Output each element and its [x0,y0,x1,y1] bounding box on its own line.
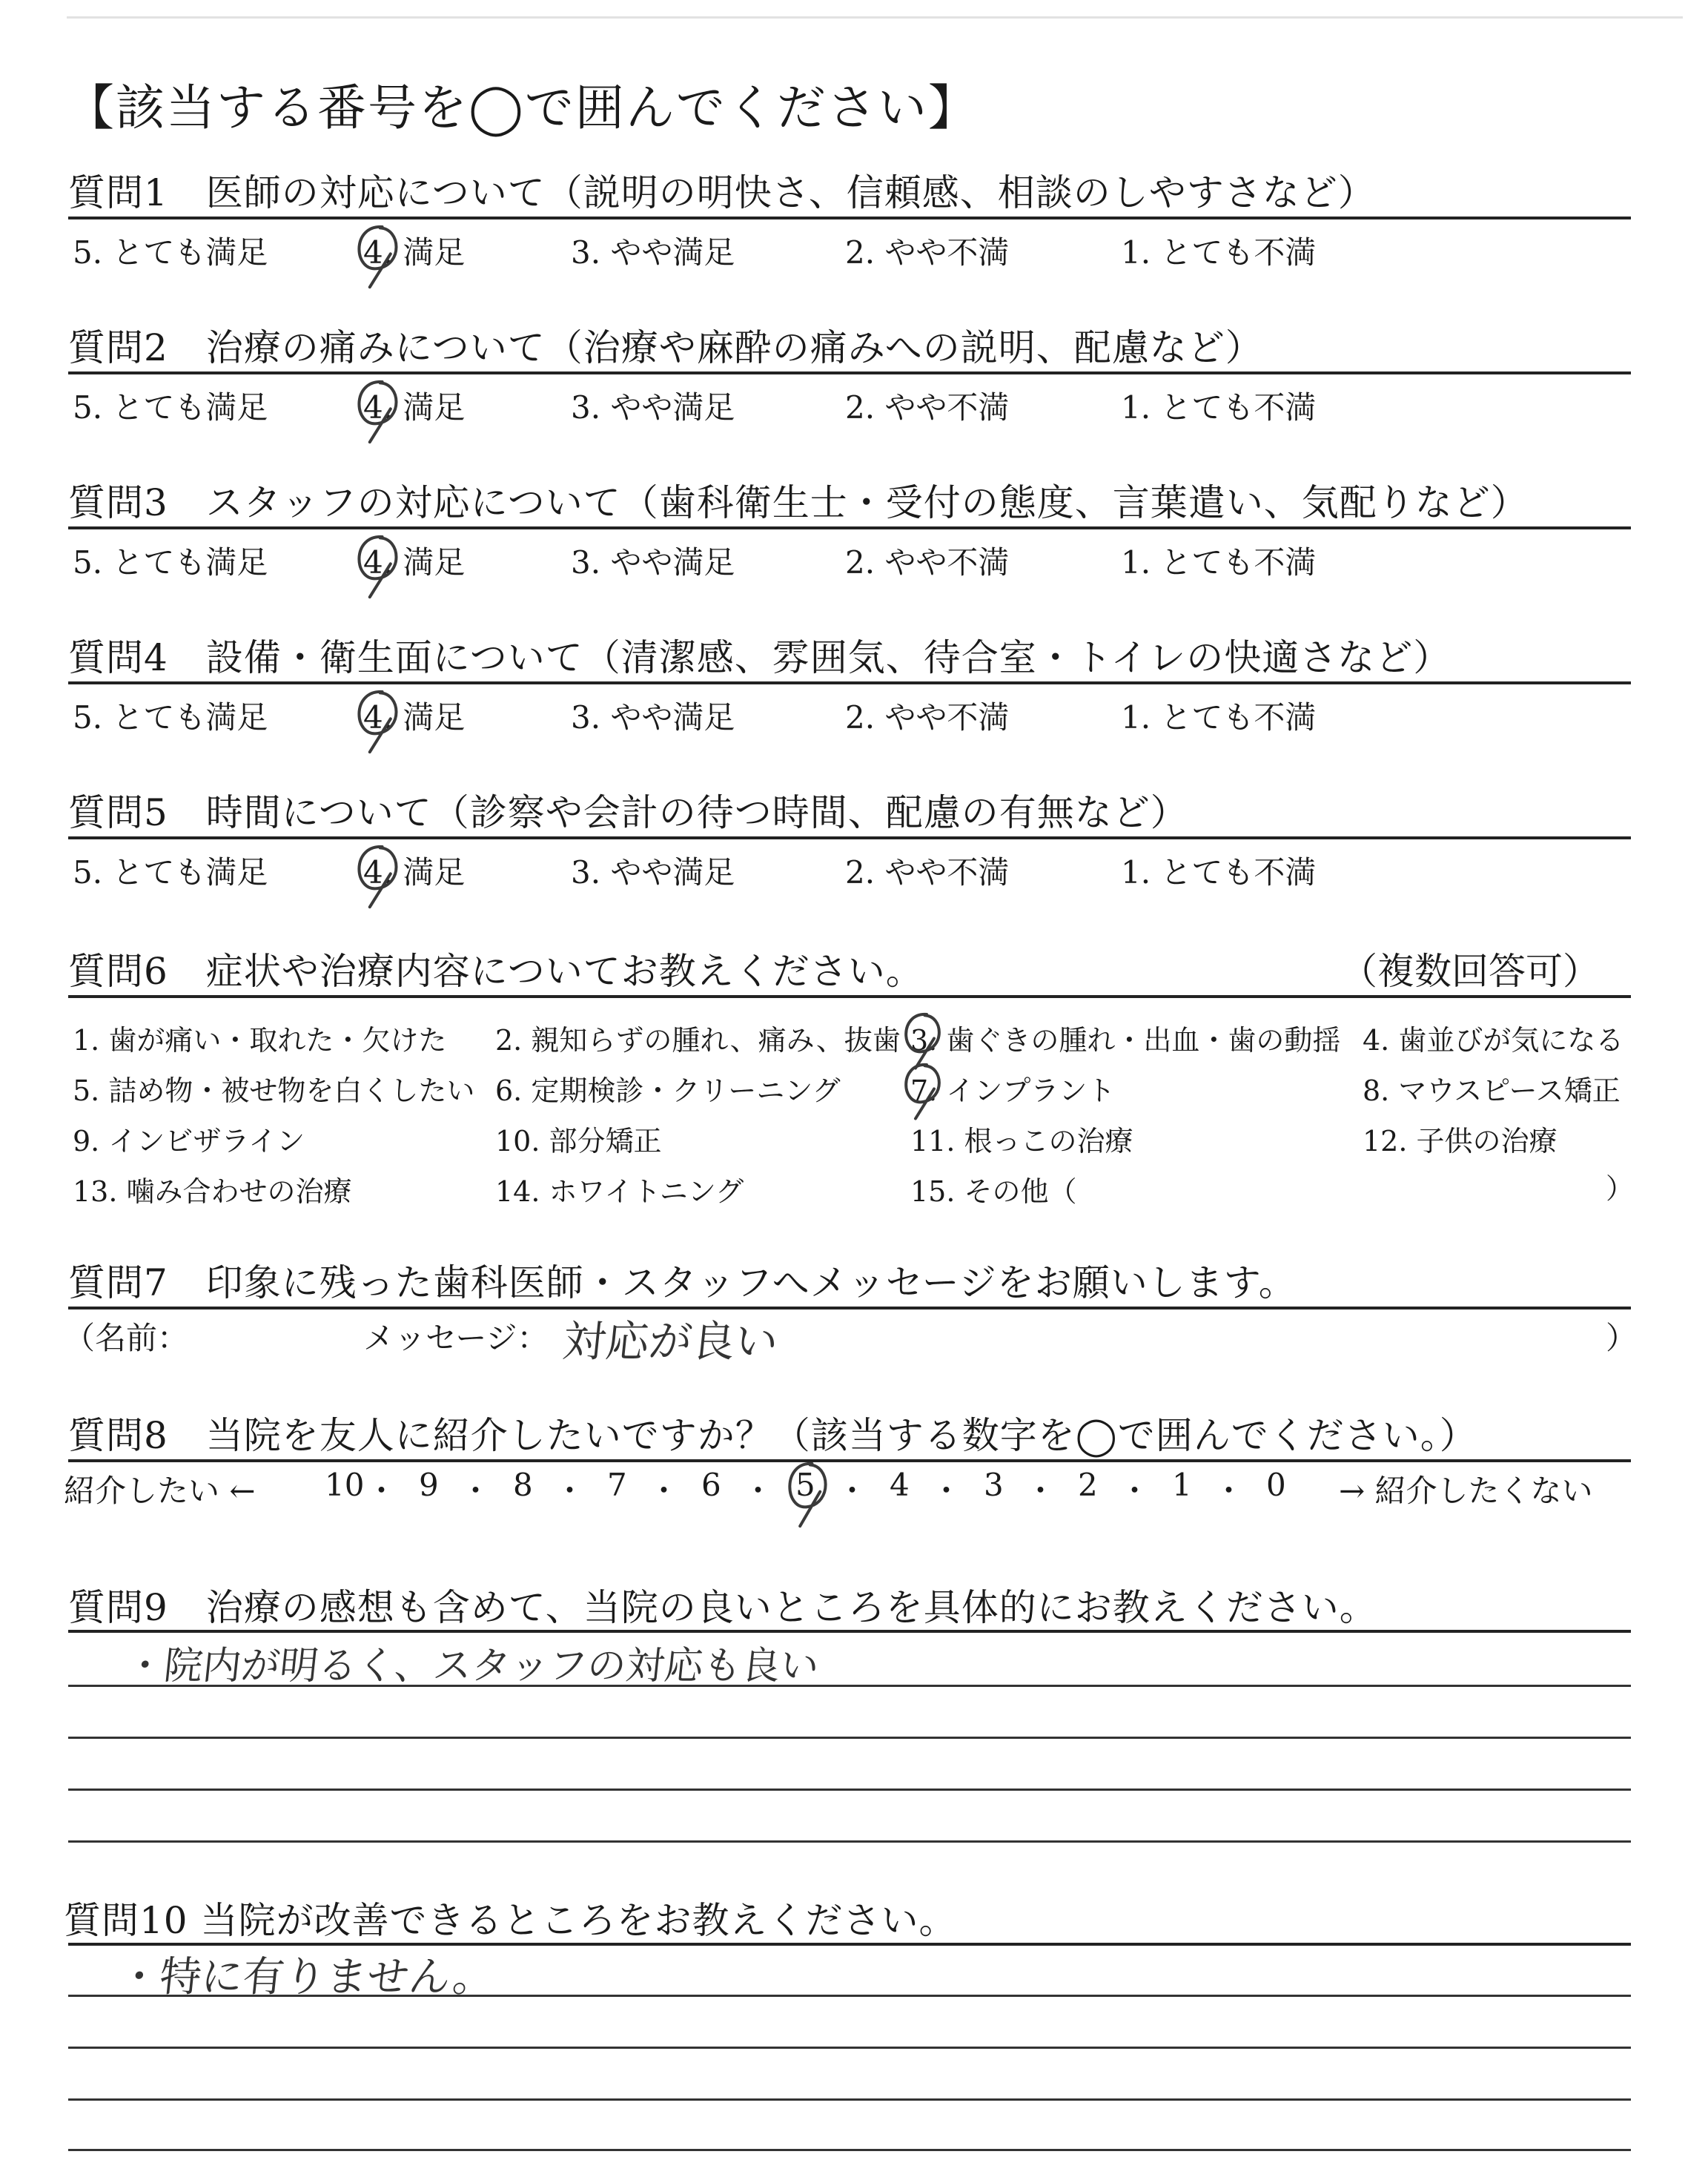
q4-option-5[interactable]: 5. とても満足 [73,699,268,736]
q8-scale-7[interactable]: 7 [607,1467,627,1503]
q7-name-label: （名前： [64,1320,189,1356]
q8-left-label: 紹介したい ← [64,1473,256,1509]
q10-answer[interactable]: ・特に有りません。 [116,1953,497,2001]
q8-scale-separator: ・ [1213,1473,1245,1509]
q6-option-1[interactable]: 1. 歯が痛い・取れた・欠けた [73,1024,447,1057]
q6-option-6[interactable]: 6. 定期検診・クリーニング [495,1074,841,1107]
q8-rule [68,1459,1631,1462]
q6-title: 質問6 症状や治療内容についてお教えください。 [68,950,924,993]
q7-message-label: メッセージ： [363,1320,549,1356]
q8-scale-10[interactable]: 10 [325,1467,365,1503]
q9-line [68,1685,1631,1687]
q7-close-paren: ） [1606,1320,1638,1356]
page-heading: 【該当する番号を◯で囲んでください】 [65,79,979,136]
q7-title: 質問7 印象に残った歯科医師・スタッフへメッセージをお願いします。 [68,1261,1297,1304]
q1-option-5[interactable]: 5. とても満足 [73,234,268,271]
q8-scale-0[interactable]: 0 [1266,1467,1286,1503]
q2-option-4[interactable]: 4. 満足 [363,389,466,426]
q8-scale-8[interactable]: 8 [513,1467,533,1503]
q6-option-14[interactable]: 14. ホワイトニング [495,1175,744,1208]
q4-title: 質問4 設備・衛生面について（清潔感、雰囲気、待合室・トイレの快適さなど） [68,636,1452,679]
q6-option-7[interactable]: 7. インプラント [910,1074,1116,1107]
q9-line [68,1840,1631,1843]
q6-option-15[interactable]: 15. その他（ [910,1175,1077,1208]
q10-line [68,2149,1631,2151]
q1-option-4[interactable]: 4. 満足 [363,234,466,271]
q3-option-4[interactable]: 4. 満足 [363,544,466,581]
q6-option-5[interactable]: 5. 詰め物・被せ物を白くしたい [73,1074,475,1107]
q9-line [68,1737,1631,1739]
q3-option-3[interactable]: 3. やや満足 [571,544,735,581]
q8-scale-4[interactable]: 4 [890,1467,910,1503]
q8-scale-separator: ・ [1025,1473,1056,1509]
q9-title: 質問9 治療の感想も含めて、当院の良いところを具体的にお教えください。 [68,1586,1377,1629]
q6-option-12[interactable]: 12. 子供の治療 [1363,1125,1558,1157]
q6-option-9[interactable]: 9. インビザライン [73,1125,305,1157]
q9-line [68,1789,1631,1791]
q2-rule [68,371,1631,374]
q3-option-1[interactable]: 1. とても不満 [1121,544,1317,581]
q8-scale-separator: ・ [836,1473,868,1509]
top-border [67,16,1683,19]
q2-option-3[interactable]: 3. やや満足 [571,389,735,426]
q8-scale-separator: ・ [1119,1473,1151,1509]
q6-note: （複数回答可） [1340,950,1600,993]
q4-option-2[interactable]: 2. やや不満 [845,699,1010,736]
q8-scale-2[interactable]: 2 [1078,1467,1098,1503]
q2-title: 質問2 治療の痛みについて（治療や麻酔の痛みへの説明、配慮など） [68,326,1263,369]
q4-option-1[interactable]: 1. とても不満 [1121,699,1317,736]
q7-rule [68,1307,1631,1309]
q1-rule [68,217,1631,219]
q6-option-11[interactable]: 11. 根っこの治療 [910,1125,1133,1157]
q6-option-8[interactable]: 8. マウスピース矯正 [1363,1074,1621,1107]
q5-rule [68,836,1631,839]
q1-option-2[interactable]: 2. やや不満 [845,234,1010,271]
q8-scale-1[interactable]: 1 [1172,1467,1192,1503]
q3-rule [68,526,1631,529]
q10-line [68,2098,1631,2101]
q8-scale-separator: ・ [554,1473,586,1509]
q3-option-2[interactable]: 2. やや不満 [845,544,1010,581]
q6-option-4[interactable]: 4. 歯並びが気になる [1363,1024,1624,1057]
q8-scale-separator: ・ [930,1473,962,1509]
q9-rule [68,1630,1631,1633]
q2-option-1[interactable]: 1. とても不満 [1121,389,1317,426]
q1-title: 質問1 医師の対応について（説明の明快さ、信頼感、相談のしやすさなど） [68,171,1376,214]
q9-answer[interactable]: ・院内が明るく、スタッフの対応も良い [123,1644,821,1688]
q5-title: 質問5 時間について（診察や会計の待つ時間、配慮の有無など） [68,791,1188,834]
q8-scale-5[interactable]: 5 [795,1467,815,1503]
q8-scale-9[interactable]: 9 [419,1467,439,1503]
q8-scale-6[interactable]: 6 [701,1467,721,1503]
q5-option-5[interactable]: 5. とても満足 [73,854,268,891]
q5-option-4[interactable]: 4. 満足 [363,854,466,891]
q2-option-2[interactable]: 2. やや不満 [845,389,1010,426]
q10-line [68,2047,1631,2049]
q7-message-value[interactable]: 対応が良い [560,1316,781,1367]
q2-option-5[interactable]: 5. とても満足 [73,389,268,426]
q4-option-4[interactable]: 4. 満足 [363,699,466,736]
q6-rule [68,995,1631,998]
q5-option-3[interactable]: 3. やや満足 [571,854,735,891]
q1-option-3[interactable]: 3. やや満足 [571,234,735,271]
q3-title: 質問3 スタッフの対応について（歯科衛生士・受付の態度、言葉遣い、気配りなど） [68,481,1529,524]
q5-option-1[interactable]: 1. とても不満 [1121,854,1317,891]
q8-scale-separator: ・ [365,1473,397,1509]
q4-rule [68,681,1631,684]
q8-scale-separator: ・ [742,1473,774,1509]
q6-close-paren: ） [1606,1172,1635,1205]
q6-option-13[interactable]: 13. 噛み合わせの治療 [73,1175,352,1208]
q6-option-10[interactable]: 10. 部分矯正 [495,1125,662,1157]
q8-scale-separator: ・ [460,1473,491,1509]
q6-option-3[interactable]: 3. 歯ぐきの腫れ・出血・歯の動揺 [910,1024,1341,1057]
q10-title: 質問10 当院が改善できるところをお教えください。 [64,1899,957,1942]
q5-option-2[interactable]: 2. やや不満 [845,854,1010,891]
q8-scale-separator: ・ [648,1473,680,1509]
q8-scale-3[interactable]: 3 [984,1467,1004,1503]
q3-option-5[interactable]: 5. とても満足 [73,544,268,581]
q8-right-label: → 紹介したくない [1339,1473,1593,1509]
q1-option-1[interactable]: 1. とても不満 [1121,234,1317,271]
q8-title: 質問8 当院を友人に紹介したいですか？（該当する数字を◯で囲んでください。） [68,1414,1477,1457]
q10-line [68,1995,1631,1997]
q4-option-3[interactable]: 3. やや満足 [571,699,735,736]
q8-scale-row [64,1467,1626,1511]
q6-option-2[interactable]: 2. 親知らずの腫れ、痛み、抜歯 [495,1024,901,1057]
